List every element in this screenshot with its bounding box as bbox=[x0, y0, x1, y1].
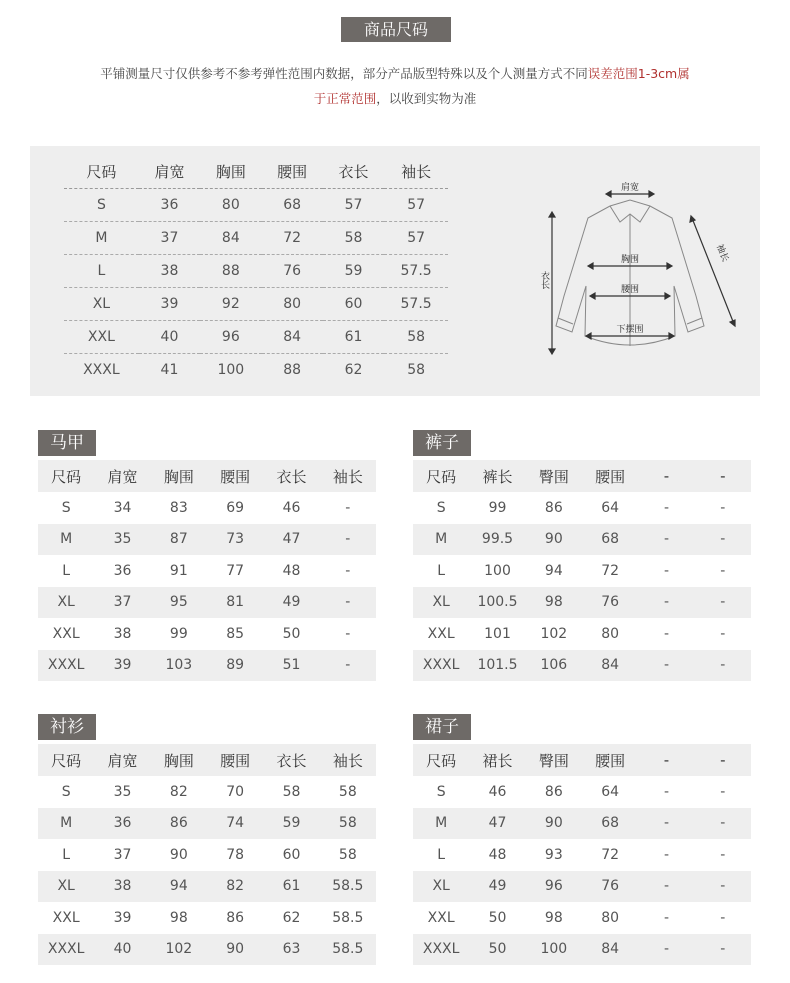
column-header: 腰围 bbox=[582, 460, 638, 492]
table-cell: 86 bbox=[151, 808, 207, 840]
pants-section-label: 裤子 bbox=[413, 430, 471, 456]
table-cell: 80 bbox=[200, 188, 261, 221]
shirt-size-table bbox=[38, 744, 376, 965]
table-cell: 38 bbox=[94, 871, 150, 903]
table-cell: XXL bbox=[52, 909, 80, 926]
table-cell: XXL bbox=[52, 625, 80, 642]
table-cell: 96 bbox=[526, 871, 582, 903]
table-row bbox=[413, 524, 751, 556]
table-cell: 64 bbox=[601, 499, 620, 516]
note-text: ，以收到实物为准 bbox=[376, 91, 477, 106]
table-cell: 37 bbox=[94, 587, 150, 619]
table-cell: XXXL bbox=[38, 934, 94, 966]
table-cell: 38 bbox=[139, 254, 200, 287]
table-cell: L bbox=[62, 846, 71, 863]
diagram-label-waist: 腰围 bbox=[620, 285, 640, 295]
table-cell: 93 bbox=[544, 846, 563, 863]
column-header: 尺码 bbox=[38, 744, 94, 776]
table-cell: 39 bbox=[139, 287, 200, 320]
table-cell: 86 bbox=[544, 783, 563, 800]
column-header: - bbox=[695, 744, 751, 776]
table-cell: 99 bbox=[488, 499, 507, 516]
table-row bbox=[38, 650, 376, 682]
table-row bbox=[413, 650, 751, 682]
table-cell: - bbox=[695, 934, 751, 966]
table-cell: - bbox=[638, 934, 694, 966]
table-header-row bbox=[38, 460, 376, 492]
table-cell: 80 bbox=[601, 909, 620, 926]
table-row bbox=[64, 254, 448, 287]
table-cell: 37 bbox=[139, 221, 200, 254]
table-row bbox=[38, 871, 376, 903]
table-cell: 84 bbox=[582, 650, 638, 682]
table-cell: 68 bbox=[582, 808, 638, 840]
table-cell: 102 bbox=[540, 625, 568, 642]
skirt-section-label: 裙子 bbox=[413, 714, 471, 740]
table-cell: 87 bbox=[151, 524, 207, 556]
table-cell: 39 bbox=[113, 909, 132, 926]
table-cell: M bbox=[38, 808, 94, 840]
table-cell: 68 bbox=[582, 524, 638, 556]
diagram-label-shoulder: 肩宽 bbox=[620, 183, 640, 193]
table-cell: 73 bbox=[207, 524, 263, 556]
table-cell: 57 bbox=[384, 221, 448, 254]
table-cell: 46 bbox=[282, 499, 301, 516]
main-size-table bbox=[64, 156, 448, 386]
table-cell: 84 bbox=[262, 320, 323, 353]
table-cell: 85 bbox=[226, 625, 245, 642]
table-row bbox=[413, 871, 751, 903]
table-cell: XL bbox=[413, 587, 469, 619]
table-cell: 69 bbox=[226, 499, 245, 516]
table-cell: - bbox=[720, 846, 726, 863]
table-cell: 40 bbox=[139, 320, 200, 353]
table-cell: - bbox=[663, 562, 669, 579]
table-cell: 41 bbox=[160, 361, 179, 378]
table-cell: 49 bbox=[263, 587, 319, 619]
table-cell: 68 bbox=[262, 188, 323, 221]
table-cell: - bbox=[345, 499, 351, 516]
table-cell: - bbox=[638, 524, 694, 556]
table-cell: XXL bbox=[64, 320, 139, 353]
table-cell: 96 bbox=[200, 320, 261, 353]
table-cell: 50 bbox=[488, 909, 507, 926]
table-cell: 81 bbox=[207, 587, 263, 619]
table-cell: 94 bbox=[151, 871, 207, 903]
table-cell: 74 bbox=[207, 808, 263, 840]
table-cell: 47 bbox=[263, 524, 319, 556]
table-cell: 77 bbox=[226, 562, 245, 579]
vest-section-label: 马甲 bbox=[38, 430, 96, 456]
table-cell: 82 bbox=[169, 783, 188, 800]
table-cell: 95 bbox=[151, 587, 207, 619]
table-cell: XL bbox=[38, 871, 94, 903]
table-row bbox=[413, 839, 751, 871]
column-header: 胸围 bbox=[151, 744, 207, 776]
table-cell: L bbox=[62, 562, 71, 579]
table-row bbox=[38, 902, 376, 934]
table-cell: 61 bbox=[323, 320, 384, 353]
vest-size-table bbox=[38, 460, 376, 681]
table-cell: - bbox=[345, 625, 351, 642]
skirt-size-table bbox=[413, 744, 751, 965]
table-cell: S bbox=[436, 783, 446, 800]
table-cell: 58 bbox=[323, 221, 384, 254]
table-cell: 91 bbox=[169, 562, 188, 579]
shirt-section-label: 衬衫 bbox=[38, 714, 96, 740]
table-cell: 101 bbox=[484, 625, 511, 642]
table-row bbox=[413, 587, 751, 619]
table-cell: XXXL bbox=[83, 361, 120, 378]
table-cell: 88 bbox=[283, 361, 302, 378]
table-row bbox=[38, 555, 376, 587]
table-cell: M bbox=[413, 808, 469, 840]
table-cell: 47 bbox=[469, 808, 525, 840]
table-row bbox=[413, 934, 751, 966]
table-cell: 62 bbox=[344, 361, 363, 378]
table-cell: - bbox=[345, 562, 351, 579]
table-row bbox=[64, 320, 448, 353]
table-cell: - bbox=[638, 871, 694, 903]
table-cell: 72 bbox=[601, 562, 620, 579]
table-cell: - bbox=[320, 587, 376, 619]
note-warning-text: 误差范围1-3cm属 bbox=[587, 66, 690, 81]
table-cell: XXXL bbox=[413, 650, 469, 682]
table-row bbox=[64, 221, 448, 254]
table-cell: 39 bbox=[94, 650, 150, 682]
table-cell: 84 bbox=[582, 934, 638, 966]
table-cell: 76 bbox=[582, 871, 638, 903]
table-cell: 76 bbox=[582, 587, 638, 619]
column-header: 胸围 bbox=[151, 460, 207, 492]
table-cell: L bbox=[437, 562, 446, 579]
table-cell: 57.5 bbox=[384, 287, 448, 320]
table-cell: L bbox=[64, 254, 139, 287]
table-cell: 82 bbox=[207, 871, 263, 903]
column-header: 尺码 bbox=[413, 744, 469, 776]
column-header: 肩宽 bbox=[94, 744, 150, 776]
column-header: - bbox=[638, 460, 694, 492]
table-row bbox=[64, 353, 448, 386]
table-cell: 36 bbox=[113, 562, 132, 579]
table-cell: XL bbox=[413, 871, 469, 903]
table-cell: 101.5 bbox=[469, 650, 525, 682]
table-cell: 40 bbox=[94, 934, 150, 966]
table-cell: 58 bbox=[407, 361, 426, 378]
column-header: 肩宽 bbox=[139, 156, 200, 188]
table-cell: 94 bbox=[544, 562, 563, 579]
shirt-measurement-diagram bbox=[510, 176, 750, 366]
table-header-row bbox=[413, 460, 751, 492]
table-cell: - bbox=[695, 871, 751, 903]
table-cell: - bbox=[663, 846, 669, 863]
table-cell: 83 bbox=[169, 499, 188, 516]
table-cell: S bbox=[436, 499, 446, 516]
table-cell: 100 bbox=[217, 361, 245, 378]
table-cell: 92 bbox=[200, 287, 261, 320]
table-cell: XL bbox=[64, 287, 139, 320]
table-row bbox=[64, 287, 448, 320]
column-header: 衣长 bbox=[263, 744, 319, 776]
table-cell: 100.5 bbox=[469, 587, 525, 619]
table-cell: 51 bbox=[263, 650, 319, 682]
column-header: 腰围 bbox=[207, 460, 263, 492]
table-cell: - bbox=[720, 499, 726, 516]
table-row bbox=[413, 902, 751, 934]
table-cell: 59 bbox=[263, 808, 319, 840]
table-cell: 98 bbox=[169, 909, 188, 926]
table-cell: 38 bbox=[113, 625, 132, 642]
table-cell: M bbox=[64, 221, 139, 254]
table-cell: - bbox=[695, 808, 751, 840]
table-cell: - bbox=[638, 808, 694, 840]
table-cell: 103 bbox=[151, 650, 207, 682]
table-row bbox=[413, 492, 751, 524]
column-header: 肩宽 bbox=[94, 460, 150, 492]
main-size-panel bbox=[30, 146, 760, 396]
note-warning-text: 于正常范围 bbox=[313, 91, 377, 106]
table-cell: 90 bbox=[526, 808, 582, 840]
column-header: - bbox=[695, 460, 751, 492]
diagram-label-chest: 胸围 bbox=[620, 255, 640, 265]
table-cell: 72 bbox=[601, 846, 620, 863]
column-header: 腰围 bbox=[582, 744, 638, 776]
column-header: 尺码 bbox=[38, 460, 94, 492]
table-cell: XXXL bbox=[413, 934, 469, 966]
table-cell: 80 bbox=[601, 625, 620, 642]
table-row bbox=[64, 188, 448, 221]
page-title: 商品尺码 bbox=[341, 17, 451, 42]
table-cell: 99 bbox=[169, 625, 188, 642]
table-cell: 99.5 bbox=[469, 524, 525, 556]
table-cell: 35 bbox=[113, 783, 132, 800]
column-header: 腰围 bbox=[207, 744, 263, 776]
table-row bbox=[38, 587, 376, 619]
table-cell: 58 bbox=[384, 320, 448, 353]
column-header: 袖长 bbox=[384, 156, 448, 188]
table-row bbox=[38, 524, 376, 556]
pants-size-table bbox=[413, 460, 751, 681]
table-cell: 70 bbox=[226, 783, 245, 800]
table-row bbox=[413, 555, 751, 587]
table-cell: 36 bbox=[139, 188, 200, 221]
table-cell: 63 bbox=[263, 934, 319, 966]
table-cell: 88 bbox=[200, 254, 261, 287]
table-row bbox=[38, 934, 376, 966]
table-cell: XXL bbox=[427, 625, 455, 642]
table-cell: L bbox=[437, 846, 446, 863]
table-header-row bbox=[413, 744, 751, 776]
table-cell: 72 bbox=[262, 221, 323, 254]
table-row bbox=[38, 492, 376, 524]
diagram-label-length: 衣长 bbox=[539, 271, 549, 289]
table-cell: 100 bbox=[484, 562, 511, 579]
column-header: 袖长 bbox=[320, 744, 376, 776]
column-header: 裤长 bbox=[469, 460, 525, 492]
column-header: 袖长 bbox=[320, 460, 376, 492]
table-cell: S bbox=[64, 188, 139, 221]
column-header: - bbox=[638, 744, 694, 776]
table-cell: 58 bbox=[282, 783, 301, 800]
table-row bbox=[413, 618, 751, 650]
size-note-line-2 bbox=[40, 89, 750, 107]
table-cell: 57 bbox=[323, 188, 384, 221]
table-cell: 102 bbox=[151, 934, 207, 966]
table-header-row bbox=[38, 744, 376, 776]
table-cell: - bbox=[663, 499, 669, 516]
table-cell: 46 bbox=[488, 783, 507, 800]
table-cell: 76 bbox=[262, 254, 323, 287]
table-cell: 49 bbox=[469, 871, 525, 903]
table-cell: - bbox=[720, 562, 726, 579]
table-cell: - bbox=[320, 650, 376, 682]
column-header: 衣长 bbox=[323, 156, 384, 188]
table-row bbox=[38, 618, 376, 650]
diagram-label-sleeve: 袖长 bbox=[713, 243, 730, 264]
table-cell: 34 bbox=[113, 499, 132, 516]
table-cell: - bbox=[320, 524, 376, 556]
column-header: 臀围 bbox=[526, 460, 582, 492]
table-cell: 58 bbox=[320, 808, 376, 840]
table-cell: 50 bbox=[469, 934, 525, 966]
table-cell: 37 bbox=[113, 846, 132, 863]
table-cell: 84 bbox=[200, 221, 261, 254]
table-cell: - bbox=[720, 783, 726, 800]
table-cell: S bbox=[61, 783, 71, 800]
table-cell: 90 bbox=[526, 524, 582, 556]
column-header: 臀围 bbox=[526, 744, 582, 776]
table-cell: - bbox=[695, 587, 751, 619]
table-cell: 106 bbox=[526, 650, 582, 682]
column-header: 腰围 bbox=[262, 156, 323, 188]
table-cell: 98 bbox=[526, 587, 582, 619]
table-cell: XXXL bbox=[38, 650, 94, 682]
table-row bbox=[413, 808, 751, 840]
table-cell: 57.5 bbox=[384, 254, 448, 287]
size-note-line-1 bbox=[40, 64, 750, 82]
table-cell: 90 bbox=[207, 934, 263, 966]
table-cell: - bbox=[695, 650, 751, 682]
table-cell: 48 bbox=[282, 562, 301, 579]
table-cell: 78 bbox=[226, 846, 245, 863]
table-cell: 50 bbox=[282, 625, 301, 642]
column-header: 胸围 bbox=[200, 156, 261, 188]
table-header-row bbox=[64, 156, 448, 188]
table-cell: 58 bbox=[338, 783, 357, 800]
table-cell: 60 bbox=[282, 846, 301, 863]
table-row bbox=[38, 808, 376, 840]
table-cell: 58 bbox=[338, 846, 357, 863]
table-cell: 86 bbox=[226, 909, 245, 926]
table-cell: 90 bbox=[169, 846, 188, 863]
table-cell: XL bbox=[38, 587, 94, 619]
table-cell: 59 bbox=[323, 254, 384, 287]
table-cell: - bbox=[720, 625, 726, 642]
table-row bbox=[38, 839, 376, 871]
table-cell: 86 bbox=[544, 499, 563, 516]
table-cell: - bbox=[695, 524, 751, 556]
table-cell: - bbox=[638, 650, 694, 682]
diagram-label-hem: 下摆围 bbox=[616, 325, 644, 335]
table-cell: XXL bbox=[427, 909, 455, 926]
table-cell: M bbox=[38, 524, 94, 556]
column-header: 裙长 bbox=[469, 744, 525, 776]
table-row bbox=[413, 776, 751, 808]
table-cell: - bbox=[663, 625, 669, 642]
table-cell: 61 bbox=[263, 871, 319, 903]
table-cell: S bbox=[61, 499, 71, 516]
table-cell: 58.5 bbox=[332, 909, 364, 926]
table-cell: - bbox=[720, 909, 726, 926]
table-cell: 89 bbox=[207, 650, 263, 682]
table-cell: M bbox=[413, 524, 469, 556]
table-cell: 98 bbox=[544, 909, 563, 926]
note-text: 平铺测量尺寸仅供参考不参考弹性范围内数据，部分产品版型特殊以及个人测量方式不同 bbox=[100, 66, 588, 81]
table-row bbox=[38, 776, 376, 808]
table-cell: - bbox=[663, 909, 669, 926]
table-cell: 35 bbox=[94, 524, 150, 556]
table-cell: 57 bbox=[384, 188, 448, 221]
table-cell: 64 bbox=[601, 783, 620, 800]
column-header: 衣长 bbox=[263, 460, 319, 492]
table-cell: 48 bbox=[488, 846, 507, 863]
table-cell: 58.5 bbox=[320, 934, 376, 966]
table-cell: - bbox=[663, 783, 669, 800]
table-cell: 62 bbox=[282, 909, 301, 926]
table-cell: 80 bbox=[262, 287, 323, 320]
table-cell: 100 bbox=[526, 934, 582, 966]
column-header: 尺码 bbox=[64, 156, 139, 188]
table-cell: 58.5 bbox=[320, 871, 376, 903]
table-cell: - bbox=[638, 587, 694, 619]
table-cell: 36 bbox=[94, 808, 150, 840]
column-header: 尺码 bbox=[413, 460, 469, 492]
table-cell: 60 bbox=[323, 287, 384, 320]
